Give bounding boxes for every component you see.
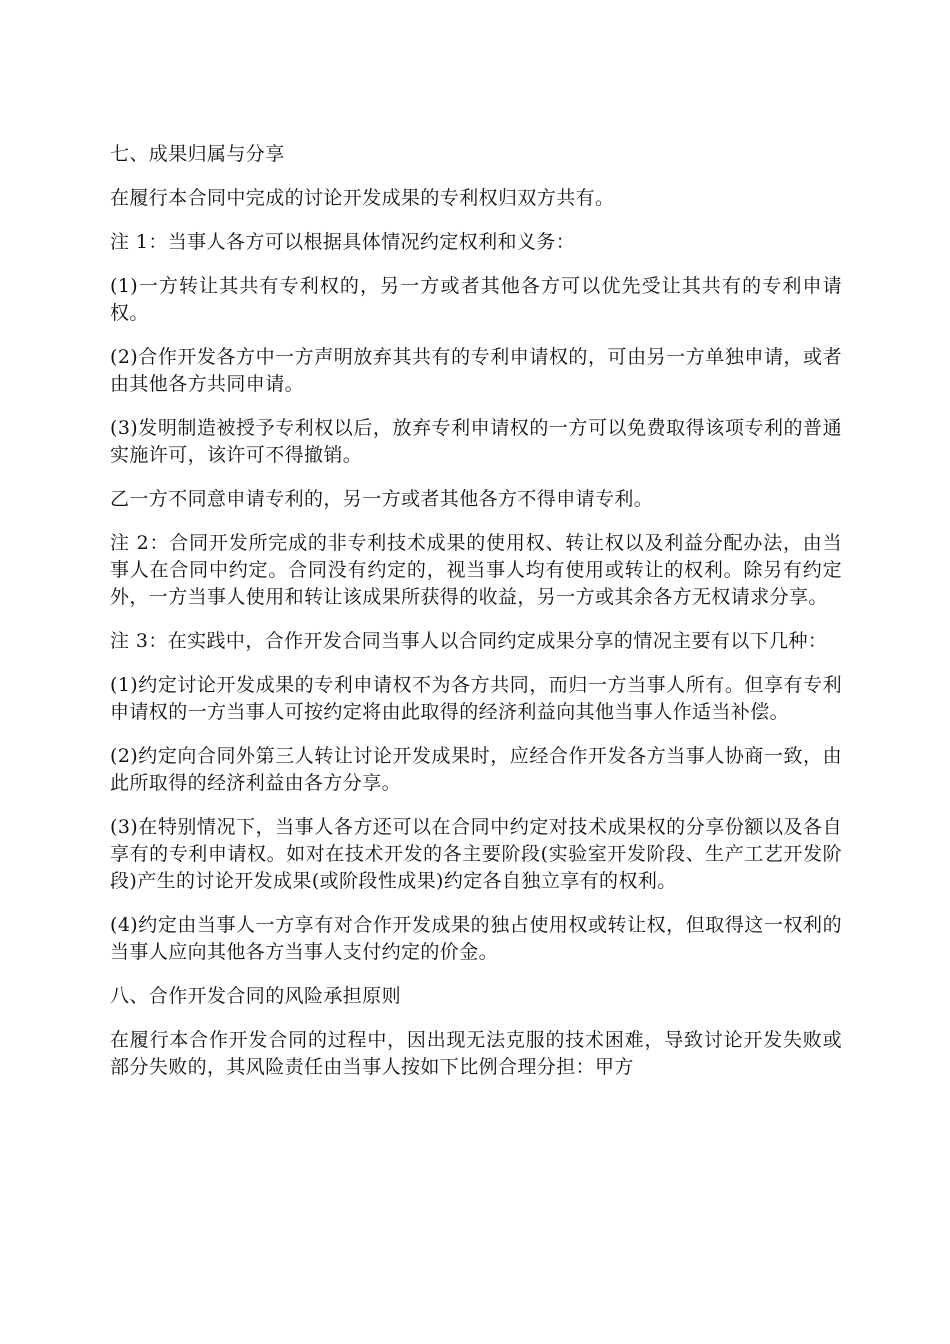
section-7-heading: 七、成果归属与分享: [110, 143, 285, 165]
section-7-paragraph-1: 在履行本合同中完成的讨论开发成果的专利权归双方共有。: [110, 187, 615, 209]
note-1-item-2: (2)合作开发各方中一方声明放弃其共有的专利申请权的，可由另一方单独申请，或者由其他各方共同申请。: [110, 346, 842, 395]
section-7-paragraph-2: 乙一方不同意申请专利的，另一方或者其他各方不得申请专利。: [110, 488, 654, 510]
section-8-paragraph-1: 在履行本合作开发合同的过程中，因出现无法克服的技术困难，导致讨论开发失败或部分失败的，其风险责任由当事人按如下比例合理分担：甲方: [110, 1029, 842, 1078]
section-8-heading: 八、合作开发合同的风险承担原则: [110, 985, 402, 1007]
note-1-item-3: (3)发明制造被授予专利权以后，放弃专利申请权的一方可以免费取得该项专利的普通实施许可，该许可不得撤销。: [110, 417, 842, 466]
note-3: 注 3：在实践中，合作开发合同当事人以合同约定成果分享的情况主要有以下几种：: [110, 630, 828, 652]
note-2: 注 2：合同开发所完成的非专利技术成果的使用权、转让权以及利益分配办法，由当事人在合同中约定。合同没有约定的，视当事人均有使用或转让的权利。除另有约定外，一方当事人使用和转让该成果所获得的收益，另一方或其余各方无权请求分享。: [110, 532, 842, 608]
note-3-item-4: (4)约定由当事人一方享有对合作开发成果的独占使用权或转让权，但取得这一权利的当事人应向其他各方当事人支付约定的价金。: [110, 914, 842, 963]
note-1-item-1: (1)一方转让其共有专利权的，另一方或者其他各方可以优先受让其共有的专利申请权。: [110, 275, 842, 324]
note-3-item-2: (2)约定向合同外第三人转让讨论开发成果时，应经合作开发各方当事人协商一致，由此所取得的经济利益由各方分享。: [110, 745, 842, 794]
note-1: 注 1：当事人各方可以根据具体情况约定权利和义务：: [110, 231, 576, 253]
document-page: [110, 141, 842, 1098]
note-3-item-1: (1)约定讨论开发成果的专利申请权不为各方共同，而归一方当事人所有。但享有专利申请权的一方当事人可按约定将由此取得的经济利益向其他当事人作适当补偿。: [110, 674, 842, 723]
note-3-item-3: (3)在特别情况下，当事人各方还可以在合同中约定对技术成果权的分享份额以及各自享有的专利申请权。如对在技术开发的各主要阶段(实验室开发阶段、生产工艺开发阶段)产生的讨论开发成果(或阶段性成果)约定各自独立享有的权利。: [110, 816, 842, 892]
